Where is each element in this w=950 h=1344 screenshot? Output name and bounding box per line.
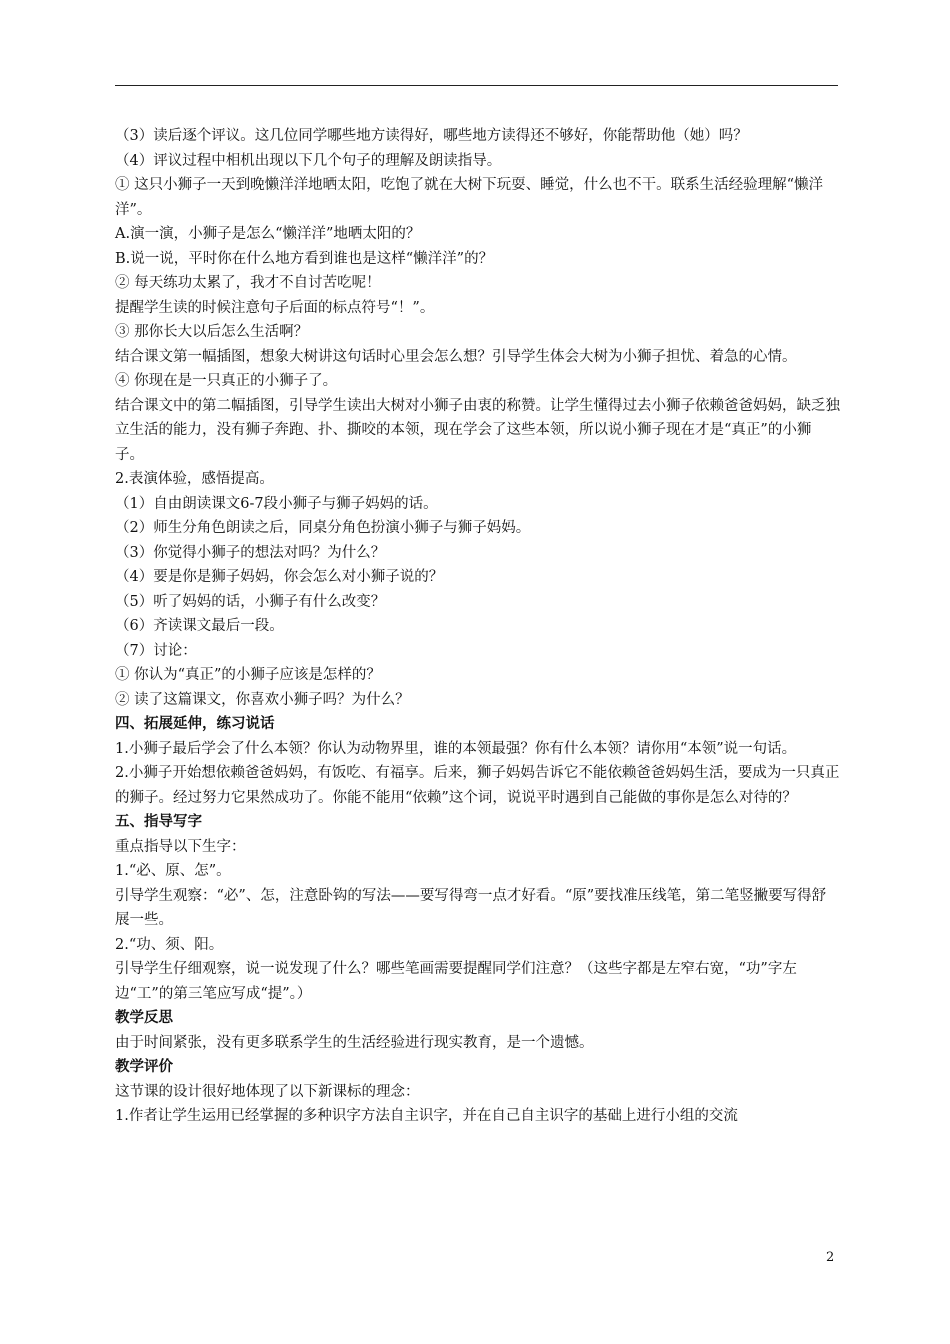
paragraph: （6）齐读课文最后一段。 [115, 618, 284, 634]
paragraph: 提醒学生读的时候注意句子后面的标点符号“！”。 [115, 299, 435, 316]
paragraph: 由于时间紧张，没有更多联系学生的生活经验进行现实教育，是一个遗憾。 [115, 1034, 594, 1051]
paragraph: （7）讨论： [115, 642, 197, 659]
paragraph: （5）听了妈妈的话，小狮子有什么改变？ [115, 593, 386, 610]
paragraph: ② 读了这篇课文，你喜欢小狮子吗？为什么？ [115, 691, 410, 708]
header-rule [115, 85, 838, 86]
paragraph: 2.“功、须、阳。 [115, 936, 224, 953]
paragraph: 1.“必、原、怎”。 [115, 863, 231, 879]
paragraph: 2.表演体验，感悟提高。 [115, 471, 274, 487]
paragraph: （2）师生分角色朗读之后，同桌分角色扮演小狮子与狮子妈妈。 [115, 520, 531, 536]
page-number: 2 [826, 1250, 835, 1265]
paragraph: ① 这只小狮子一天到晚懒洋洋地晒太阳，吃饱了就在大树下玩耍、睡觉，什么也不干。联系生活经验理解“懒洋洋”。 [115, 177, 824, 218]
paragraph: （4）要是你是狮子妈妈，你会怎么对小狮子说的？ [115, 569, 444, 585]
paragraph: （4）评议过程中相机出现以下几个句子的理解及朗读指导。 [115, 152, 502, 169]
paragraph: 这节课的设计很好地体现了以下新课标的理念： [115, 1083, 420, 1100]
paragraph: 重点指导以下生字： [115, 838, 246, 855]
paragraph: （3）读后逐个评议。这几位同学哪些地方读得好，哪些地方读得还不够好，你能帮助他（她）吗？ [115, 128, 748, 144]
paragraph: 1.小狮子最后学会了什么本领？你认为动物界里，谁的本领最强？你有什么本领？请你用“本领”说一句话。 [115, 740, 797, 757]
paragraph: ① 你认为“真正”的小狮子应该是怎样的？ [115, 667, 381, 683]
paragraph: 2.小狮子开始想依赖爸爸妈妈，有饭吃、有福享。后来，狮子妈妈告诉它不能依赖爸爸妈妈生活，要成为一只真正的狮子。经过努力它果然成功了。你能不能用“依赖”这个词，说说平时遇到自己能做的事你是怎么对待的？ [115, 765, 840, 806]
paragraph: 1.作者让学生运用已经掌握的多种识字方法自主识字，并在自己自主识字的基础上进行小组的交流 [115, 1108, 738, 1124]
section-heading: 五、指导写字 [115, 814, 202, 830]
paragraph: 结合课文中的第二幅插图，引导学生读出大树对小狮子由衷的称赞。让学生懂得过去小狮子依赖爸爸妈妈，缺乏独立生活的能力，没有狮子奔跑、扑、撕咬的本领，现在学会了这些本领，所以说小狮子现在才是“真正”的小狮子。 [115, 397, 840, 463]
section-heading: 四、拓展延伸，练习说话 [115, 716, 275, 732]
document-body [115, 124, 840, 1129]
paragraph: ③ 那你长大以后怎么生活啊？ [115, 324, 309, 340]
paragraph: ④ 你现在是一只真正的小狮子了。 [115, 373, 338, 389]
paragraph: A.演一演，小狮子是怎么“懒洋洋”地晒太阳的？ [115, 226, 421, 242]
paragraph: 结合课文第一幅插图，想象大树讲这句话时心里会怎么想？引导学生体会大树为小狮子担忧、着急的心情。 [115, 348, 797, 365]
section-heading: 教学反思 [115, 1010, 173, 1026]
paragraph: 引导学生观察：“必”、怎，注意卧钩的写法——要写得弯一点才好看。“原”要找准压线笔，第二笔竖撇要写得舒展一些。 [115, 887, 827, 928]
section-heading: 教学评价 [115, 1059, 173, 1075]
paragraph: （3）你觉得小狮子的想法对吗？为什么？ [115, 544, 386, 561]
paragraph: B.说一说，平时你在什么地方看到谁也是这样“懒洋洋”的？ [115, 250, 494, 267]
paragraph: （1）自由朗读课文6-7段小狮子与狮子妈妈的话。 [115, 495, 438, 512]
paragraph: 引导学生仔细观察，说一说发现了什么？哪些笔画需要提醒同学们注意？（这些字都是左窄右宽，“功”字左边“工”的第三笔应写成“提”。） [115, 961, 797, 1002]
paragraph: ② 每天练功太累了，我才不自讨苦吃呢！ [115, 275, 381, 291]
